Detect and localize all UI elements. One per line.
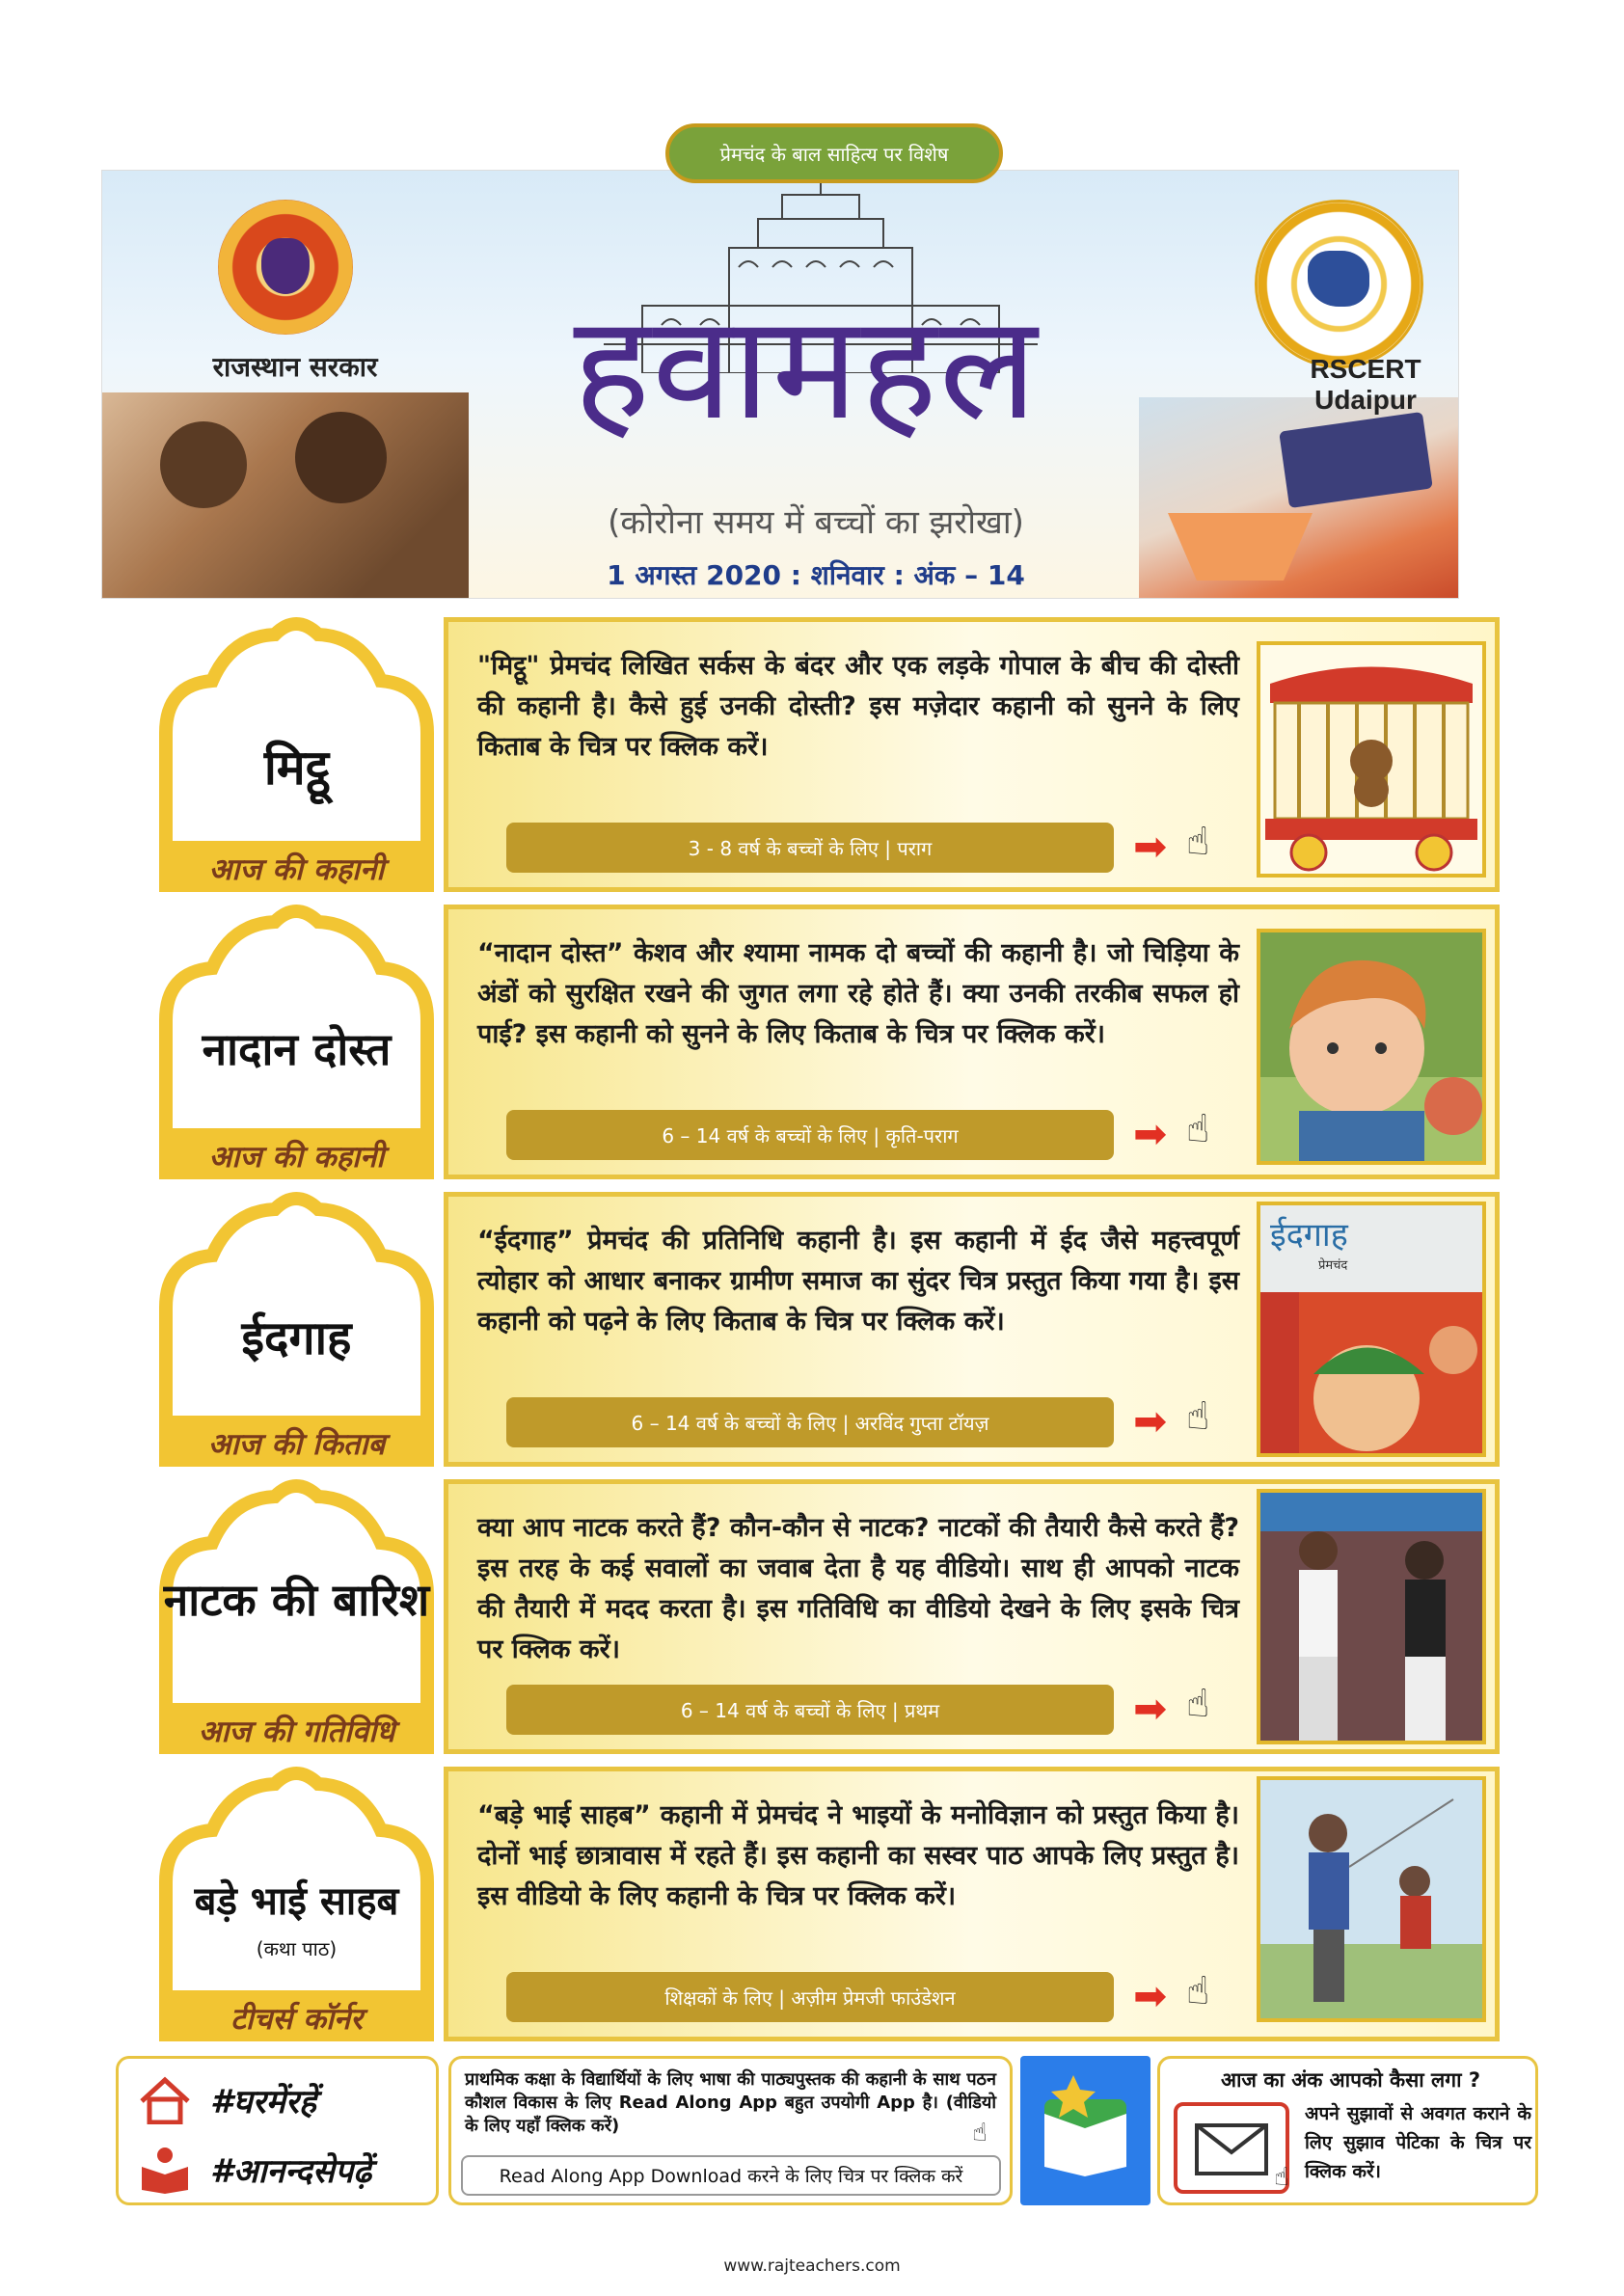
hashtag-box — [116, 2056, 439, 2205]
arrow-right-icon: ➡ — [1133, 1397, 1168, 1445]
envelope-icon — [1177, 2106, 1286, 2190]
age-source-tag: शिक्षकों के लिए | अज़ीम प्रेमजी फाउंडेशन — [506, 1972, 1114, 2022]
read-along-app-icon[interactable] — [1020, 2056, 1150, 2205]
story-description: “नादान दोस्त” केशव और श्यामा नामक दो बच्चों की कहानी है। जो चिड़िया के अंडों को सुरक्षित रखने की जुगत लगा रहे होते हैं। क्या उनकी तरकीब सफल हो पाई? इस कहानी को सुनने के लिए किताब के चित्र पर क्लिक करें। — [477, 938, 1239, 1049]
books-paper-boats-photo — [1139, 397, 1459, 599]
pointing-hand-icon[interactable]: ☝ — [1186, 1682, 1210, 1726]
rajasthan-govt-emblem — [218, 200, 353, 335]
idgah-book-cover[interactable] — [1257, 1202, 1486, 1457]
hashtag-read-joyfully: #आनन्दसेपढ़ें — [210, 2152, 372, 2191]
story-row-3 — [154, 1192, 1500, 1467]
story-label: आज की किताब — [207, 1427, 386, 1462]
nadan-dost-image[interactable] — [1257, 929, 1486, 1165]
age-source-tag: 6 – 14 वर्ष के बच्चों के लिए | प्रथम — [506, 1685, 1114, 1735]
hashtag-stay-home: #घरमेंरहें — [210, 2083, 316, 2121]
story-title: नादान दोस्त — [202, 1023, 392, 1075]
story-description: “ईदगाह” प्रेमचंद की प्रतिनिधि कहानी है। इस कहानी में ईद जैसे महत्त्वपूर्ण त्योहार को आधार बनाकर ग्रामीण समाज का सुंदर चित्र प्रस्तुत किया गया है। इस कहानी को पढ़ने के लिए किताब के चित्र पर क्लिक करें। — [477, 1226, 1239, 1337]
pointing-hand-icon[interactable]: ☝ — [1274, 2163, 1289, 2192]
right-org-label: RSCERT Udaipur — [1310, 354, 1421, 415]
suggestion-box-button[interactable] — [1174, 2102, 1289, 2194]
story-label: आज की गतिविधि — [198, 1715, 395, 1749]
pointing-hand-icon[interactable]: ☝ — [1186, 1394, 1210, 1439]
story-subtitle: (कथा पाठ) — [256, 1937, 338, 1960]
book-reader-icon — [138, 2146, 192, 2194]
feedback-instructions: अपने सुझावों से अवगत कराने के लिए सुझाव पेटिका के चित्र पर क्लिक करें। — [1305, 2103, 1531, 2182]
children-reading-photo — [102, 392, 469, 599]
story-description: "मिट्ठू" प्रेमचंद लिखित सर्कस के बंदर और एक लड़के गोपाल के बीच की दोस्ती की कहानी है। कैसे हुई उनकी दोस्ती? इस मज़ेदार कहानी को सुनने के लिए किताब के चित्र पर क्लिक करें। — [477, 651, 1239, 762]
mittu-circus-image[interactable] — [1257, 641, 1486, 878]
age-source-tag: 6 – 14 वर्ष के बच्चों के लिए | अरविंद गुप्ता टॉयज़ — [506, 1397, 1114, 1447]
story-row-5 — [154, 1767, 1500, 2041]
pointing-hand-icon[interactable]: ☝ — [1186, 1107, 1210, 1151]
story-panel — [444, 617, 1500, 892]
cover-author: प्रेमचंद — [1318, 1258, 1348, 1273]
story-description: “बड़े भाई साहब” कहानी में प्रेमचंद ने भाइयों के मनोविज्ञान को प्रस्तुत किया है। दोनों भाई छात्रावास में रहते हैं। इस कहानी का सस्वर पाठ आपके लिए प्रस्तुत है। इस वीडियो के लिए कहानी के चित्र पर क्लिक करें। — [477, 1800, 1239, 1911]
pointing-hand-icon[interactable]: ☝ — [1186, 820, 1210, 864]
masthead-subtitle: (कोरोना समय में बच्चों का झरोखा) — [608, 503, 1024, 542]
feedback-title: आज का अंक आपको कैसा लगा ? — [1220, 2068, 1481, 2092]
masthead-header — [101, 170, 1459, 599]
bade-bhai-sahab-image[interactable] — [1257, 1776, 1486, 2022]
left-org-label: राजस्थान सरकार — [212, 351, 378, 383]
age-source-tag: 6 – 14 वर्ष के बच्चों के लिए | कृति-पराग — [506, 1110, 1114, 1160]
story-description: क्या आप नाटक करते हैं? कौन-कौन से नाटक? नाटकों की तैयारी कैसे करते हैं? इस तरह के कई सवालों का जवाब देता है यह वीडियो। साथ ही आपको नाटक की तैयारी में मदद करता है। इस गतिविधि का वीडियो देखने के लिए इसके चित्र पर क्लिक करें। — [477, 1513, 1239, 1664]
story-title: ईदगाह — [241, 1311, 352, 1365]
cover-title: ईदगाह — [1270, 1216, 1348, 1255]
top-banner: प्रेमचंद के बाल साहित्य पर विशेष — [665, 123, 1003, 183]
issue-date-line: 1 अगस्त 2020 : शनिवार : अंक – 14 — [607, 559, 1025, 591]
house-icon — [138, 2076, 192, 2124]
story-panel — [444, 1479, 1500, 1754]
story-label: आज की कहानी — [208, 852, 385, 887]
story-title: नाटक की बारिश — [163, 1574, 430, 1626]
story-panel — [444, 1767, 1500, 2041]
story-panel — [444, 905, 1500, 1179]
story-title: मिट्ठू — [263, 740, 330, 796]
arrow-right-icon: ➡ — [1133, 823, 1168, 870]
story-panel — [444, 1192, 1500, 1467]
rscert-logo — [1255, 200, 1423, 368]
arrow-right-icon: ➡ — [1133, 1110, 1168, 1157]
story-label: आज की कहानी — [208, 1140, 385, 1175]
pointing-hand-icon[interactable]: ☝ — [1186, 1969, 1210, 2013]
story-row-2 — [154, 905, 1500, 1179]
story-row-4 — [154, 1479, 1500, 1754]
masthead-title: हवामहल — [573, 284, 1040, 452]
website-url[interactable]: www.rajteachers.com — [723, 2256, 901, 2276]
story-label: टीचर्स कॉर्नर — [230, 2002, 363, 2037]
story-row-1 — [154, 617, 1500, 892]
story-title: बड़े भाई साहब — [194, 1879, 399, 1924]
pointing-hand-icon[interactable]: ☝ — [972, 2119, 988, 2147]
read-along-info-box — [448, 2056, 1013, 2205]
read-along-download-link[interactable]: Read Along App Download करने के लिए चित्र पर क्लिक करें — [461, 2155, 1001, 2196]
arrow-right-icon: ➡ — [1133, 1972, 1168, 2019]
read-along-description[interactable]: प्राथमिक कक्षा के विद्यार्थियों के लिए भाषा की पाठ्यपुस्तक की कहानी के साथ पठन कौशल विकास के लिए Read Along App बहुत उपयोगी App है। (वीडियो के लिए यहाँ क्लिक करें) — [465, 2069, 996, 2136]
feedback-box — [1157, 2056, 1538, 2205]
arrow-right-icon: ➡ — [1133, 1685, 1168, 1732]
drama-activity-photo[interactable] — [1257, 1489, 1486, 1744]
age-source-tag: 3 - 8 वर्ष के बच्चों के लिए | पराग — [506, 823, 1114, 873]
